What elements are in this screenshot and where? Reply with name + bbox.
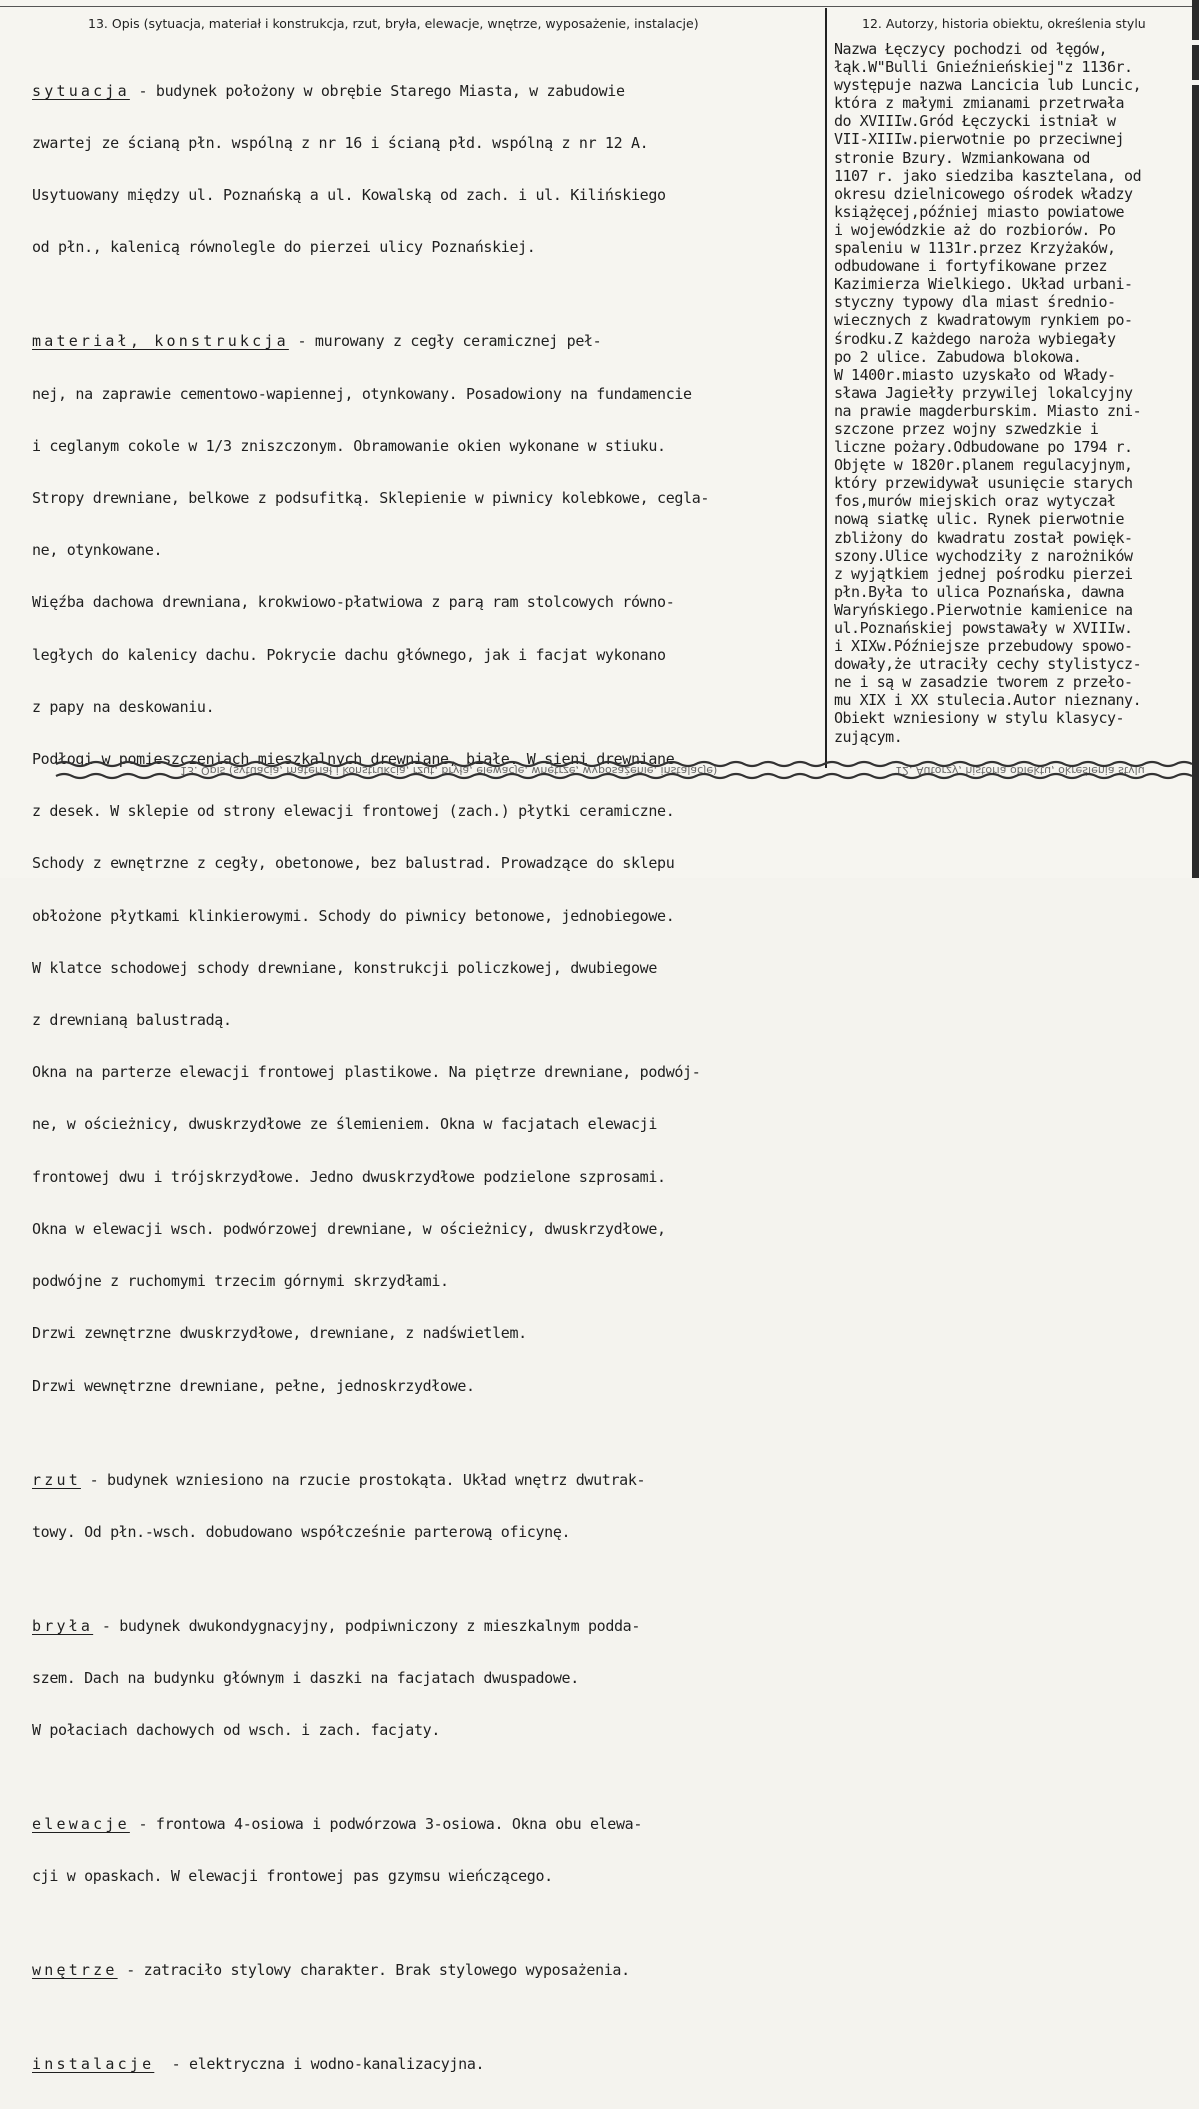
text-line: podwójne z ruchomymi trzecim górnymi skrzydłami. [32, 1272, 449, 1291]
text-line: Stropy drewniane, belkowe z podsufitką. Sklepienie w piwnicy kolebkowe, cegla- [32, 489, 710, 508]
text-line: Okna na parterze elewacji frontowej plastikowe. Na piętrze drewniane, podwój- [32, 1063, 701, 1082]
column-divider [825, 8, 827, 768]
text-line: nej, na zaprawie cementowo-wapiennej, otynkowany. Posadowiony na fundamencie [32, 384, 692, 403]
history-line: która z małymi zmianami przetrwała [834, 94, 1125, 113]
history-line: środku.Z każdego naroża wybiegały [834, 329, 1116, 348]
history-line: W 1400r.miasto uzyskało od Włady- [834, 365, 1116, 384]
text-line: obłożone płytkami klinkierowymi. Schody do piwnicy betonowe, jednobiegowe. [32, 906, 675, 925]
history-line: spaleniu w 1131r.przez Krzyżaków, [834, 239, 1116, 258]
text-line: W połaciach dachowych od wsch. i zach. facjaty. [32, 1721, 440, 1740]
history-line: nową siatkę ulic. Rynek pierwotnie [834, 510, 1125, 529]
history-line: styczny typowy dla miast średnio- [834, 293, 1116, 312]
history-line: Kazimierza Wielkiego. Układ urbani- [834, 275, 1133, 294]
text-line: z drewnianą balustradą. [32, 1011, 232, 1030]
history-line: Nazwa Łęczycy pochodzi od łęgów, [834, 40, 1107, 58]
history-line: który przewidywał usunięcie starych [834, 474, 1133, 493]
history-line: Objęte w 1820r.planem regulacyjnym, [834, 456, 1133, 475]
history-line: z wyjątkiem jednej pośrodku pierzei [834, 564, 1133, 583]
history-line: ul.Poznańskiej powstawały w XVIIIw. [834, 619, 1133, 637]
bryla-heading: bryła [32, 1616, 94, 1635]
bryla-line-1: bryła - budynek dwukondygnacyjny, podpiwniczony z mieszkalnym podda- [32, 1616, 641, 1635]
history-line: książęcej,później miasto powiatowe [834, 202, 1125, 221]
rzut-heading: rzut [32, 1470, 81, 1489]
text-line: cji w opaskach. W elewacji frontowej pas gzymsu wieńczącego. [32, 1867, 553, 1886]
text-line: ne, otynkowane. [32, 541, 163, 560]
history-line: odbudowane i fortyfikowane przez [834, 257, 1107, 276]
history-line: szczone przez wojny szwedzkie i [834, 419, 1099, 438]
history-line: VII-XIIIw.pierwotnie po przeciwnej [834, 130, 1125, 149]
history-line: dowały,że utraciły cechy stylistycz- [834, 655, 1142, 674]
history-line: okresu dzielnicowego ośrodek władzy [834, 184, 1133, 203]
history-line: łąk.W"Bulli Gnieźnieńskiej"z 1136r. [834, 58, 1133, 77]
text-line: szem. Dach na budynku głównym i daszki na facjatach dwuspadowe. [32, 1668, 579, 1687]
text-line: od płn., kalenicą równolegle do pierzei ulicy Poznańskiej. [32, 238, 536, 257]
sytuacja-line-1: sytuacja - budynek położony w obrębie Starego Miasta, w zabudowie [32, 81, 625, 100]
history-line: ne i są w zasadzie tworem z przeło- [834, 673, 1133, 692]
history-line: płn.Była to ulica Poznańska, dawna [834, 582, 1125, 601]
text-line: i ceglanym cokole w 1/3 zniszczonym. Obramowanie okien wykonane w stiuku. [32, 436, 666, 455]
material-heading: materiał, konstrukcja [32, 332, 289, 351]
sytuacja-heading: sytuacja [32, 81, 130, 100]
history-line: do XVIIIw.Gród Łęczycki istniał w [834, 112, 1116, 131]
text-line: frontowej dwu i trójskrzydłowe. Jedno dwuskrzydłowe podzielone szprosami. [32, 1167, 666, 1186]
text-line: z papy na deskowaniu. [32, 697, 215, 716]
history-line: stronie Bzury. Wzmiankowana od [834, 148, 1090, 167]
history-line: zującym. [834, 727, 903, 746]
text-line: Schody z ewnętrzne z cegły, obetonowe, bez balustrad. Prowadzące do sklepu [32, 854, 675, 873]
mirrored-header-left: 13. Opis (sytuacja, materiał i konstrukcja, rzut, bryła, elewacje, wnętrze, wyposażenie, instalacje) [180, 764, 718, 777]
history-line: liczne pożary.Odbudowane po 1794 r. [834, 438, 1133, 457]
history-line: Obiekt wzniesiony w stylu klasycy- [834, 709, 1125, 728]
elewacje-heading: elewacje [32, 1815, 130, 1834]
text-line: Podłogi w pomieszczeniach mieszkalnych drewniane, białe. W sieni drewniane [32, 750, 675, 769]
text-line: towy. Od płn.-wsch. dobudowano współcześnie parterową oficynę. [32, 1522, 571, 1541]
wnetrze-line-1: wnętrze - zatraciło stylowy charakter. Brak stylowego wyposażenia. [32, 1961, 630, 1980]
rzut-line-1: rzut - budynek wzniesiono na rzucie prostokąta. Układ wnętrz dwutrak- [32, 1470, 646, 1489]
history-column [834, 40, 1190, 746]
instalacje-heading: instalacje [32, 2055, 155, 2074]
history-line: i XIXw.Późniejsze przebudowy spowo- [834, 637, 1133, 656]
history-line: wiecznych z kwadratowym rynkiem po- [834, 311, 1133, 330]
elewacje-line-1: elewacje - frontowa 4-osiowa i podwórzowa 3-osiowa. Okna obu elewa- [32, 1815, 643, 1834]
material-line-1: materiał, konstrukcja - murowany z cegły ceramicznej peł- [32, 332, 602, 351]
text-line: Usytuowany między ul. Poznańską a ul. Kowalską od zach. i ul. Kilińskiego [32, 186, 666, 205]
description-column [32, 48, 817, 2109]
history-line: i wojewódzkie aż do rozbiorów. Po [834, 220, 1116, 239]
text-line: z desek. W sklepie od strony elewacji frontowej (zach.) płytki ceramiczne. [32, 802, 675, 821]
history-line: 1107 r. jako siedziba kasztelana, od [834, 166, 1142, 185]
wnetrze-heading: wnętrze [32, 1961, 118, 1980]
history-line: Waryńskiego.Pierwotnie kamienice na [834, 600, 1133, 619]
history-line: po 2 ulice. Zabudowa blokowa. [834, 347, 1082, 366]
history-line: występuje nazwa Lancicia lub Luncic, [834, 76, 1142, 95]
text-line: zwartej ze ścianą płn. wspólną z nr 16 i ścianą płd. wspólną z nr 12 A. [32, 134, 649, 153]
mirrored-header-right: 12. Autorzy, historia obiektu, określenia stylu [895, 764, 1145, 777]
instalacje-line-1: instalacje - elektryczna i wodno-kanalizacyjna. [32, 2055, 485, 2074]
text-line: ległych do kalenicy dachu. Pokrycie dachu głównego, jak i facjat wykonano [32, 645, 666, 664]
history-line: sława Jagiełły przywilej lokalcyjny [834, 383, 1133, 402]
text-line: Drzwi wewnętrzne drewniane, pełne, jednoskrzydłowe. [32, 1376, 475, 1395]
text-line: ne, w ościeżnicy, dwuskrzydłowe ze ślemieniem. Okna w facjatach elewacji [32, 1115, 658, 1134]
text-line: Okna w elewacji wsch. podwórzowej drewniane, w ościeżnicy, dwuskrzydłowe, [32, 1219, 666, 1238]
history-line: mu XIX i XX stulecia.Autor nieznany. [834, 691, 1142, 710]
card-edge [1192, 0, 1199, 878]
history-line: fos,murów miejskich oraz wytyczał [834, 492, 1116, 511]
history-line: na prawie magderburskim. Miasto zni- [834, 401, 1142, 420]
top-rule [0, 6, 1192, 7]
history-line: zbliżony do kwadratu został powięk- [834, 528, 1133, 547]
description-header: 13. Opis (sytuacja, materiał i konstrukcja, rzut, bryła, elewacje, wnętrze, wyposażenie, instalacje) [88, 16, 699, 31]
text-line: Więźba dachowa drewniana, krokwiowo-płatwiowa z parą ram stolcowych równo- [32, 593, 675, 612]
text-line: Drzwi zewnętrzne dwuskrzydłowe, drewniane, z nadświetlem. [32, 1324, 527, 1343]
text-line: W klatce schodowej schody drewniane, konstrukcji policzkowej, dwubiegowe [32, 958, 658, 977]
history-line: szony.Ulice wychodziły z narożników [834, 546, 1133, 565]
history-header: 12. Autorzy, historia obiektu, określenia stylu [862, 16, 1146, 31]
